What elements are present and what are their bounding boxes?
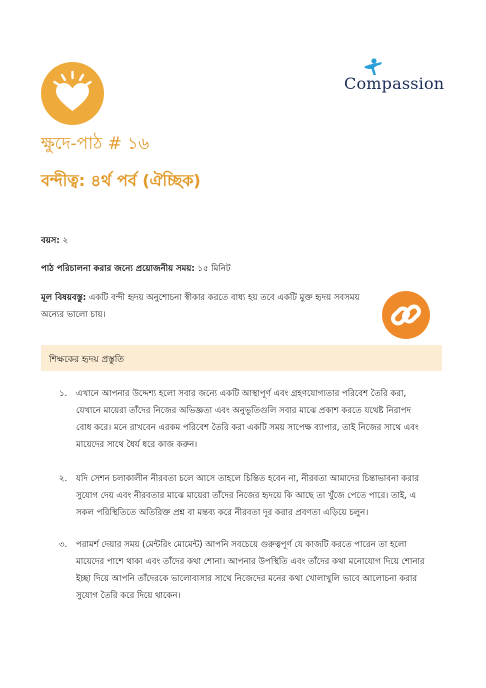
step-number: ৩. (59, 540, 68, 550)
time-label: পাঠ পরিচালনা করার জন্যে প্রয়োজনীয় সময়: (41, 264, 195, 274)
step-number: ২. (59, 474, 68, 484)
chain-link-icon (382, 291, 430, 339)
time-line (41, 262, 231, 276)
heart-with-rays-icon (41, 62, 104, 125)
step-text: পরামর্শ দেয়ার সময় (মেন্টরিং মোমেন্ট) আপনি সবচেয়ে গুরুত্বপূর্ণ যে কাজটি করতে পারেন তা হলো মায়েদের পাশে থাকা এবং তাঁদের কথা শোনা। আপনার উপস্থিতি এবং তাঁদের কথা মনোযোগ দিয়ে শোনার ইচ্ছা দিয়ে আপনি তাঁদেরকে ভালোবাসার সাথে নিজেদের মনের কথা খোলাখুলি ভাবে আলোচনা করার সুযোগ তৈরি করে দিয়ে থাকেন। (76, 540, 425, 601)
theme-value: একটি বন্দী হৃদয় অনুশোচনা স্বীকার করতে বাধ্য হয় তবে একটি মুক্ত হৃদয় সবসময় অন্যের ভালো চায়। (41, 293, 360, 320)
age-label: বয়স: (41, 236, 60, 246)
step-text: যদি সেশন চলাকালীন নীরবতা চলে আসে তাহলে চিন্তিত হবেন না, নীরবতা আমাদের চিন্তাভাবনা করার সুযোগ দেয় এবং নীরবতার মাঝে মায়েরা তাঁদের নিজের হৃদয়ে কি আছে তা খুঁজে পেতে পারে। তাই, এ সকল পরিস্থিতিতে অতিরিক্ত প্রশ্ন বা মন্তব্য করে নীরবতা দূর করার প্রবণতা এড়িয়ে চলুন। (76, 474, 420, 518)
brand-logo (344, 60, 444, 100)
step-number: ১. (59, 389, 68, 399)
brand-name: Compassion (344, 74, 445, 93)
age-line (41, 234, 68, 248)
step-text: এখানে আপনার উদ্দেশ্য হলো সবার জন্যে একটি আস্থাপূর্ণ এবং গ্রহণযোগ্যতার পরিবেশ তৈরি করা, যেখানে মায়েরা তাঁদের নিজের অভিজ্ঞতা এবং অনুভূতিগুলি সবার মাঝে প্রকাশ করতে যথেষ্ট নিরাপদ বোধ করে। মনে রাখবেন এরকম পরিবেশ তৈরি করা একটি সময় সাপেক্ষ ব্যাপার, তাই নিজের সাথে এবং মায়েদের সাথে ধৈর্য ধরে কাজ করুন। (76, 389, 419, 450)
list-item (59, 386, 429, 456)
list-item (59, 537, 429, 607)
lesson-title: বন্দীত্ব: ৪র্থ পর্ব (ঐচ্ছিক) (41, 171, 201, 190)
time-value: ১৫ মিনিট (197, 264, 231, 274)
lesson-number: ক্ষুদে-পাঠ # ১৬ (41, 134, 150, 154)
age-value: ২ (62, 236, 68, 246)
theme-line (41, 290, 371, 324)
section-header (41, 345, 442, 371)
list-item (59, 471, 429, 523)
section-title: শিক্ষকের হৃদয় প্রস্তুতি (49, 355, 125, 365)
theme-label: মূল বিষয়বস্তু: (41, 293, 87, 303)
